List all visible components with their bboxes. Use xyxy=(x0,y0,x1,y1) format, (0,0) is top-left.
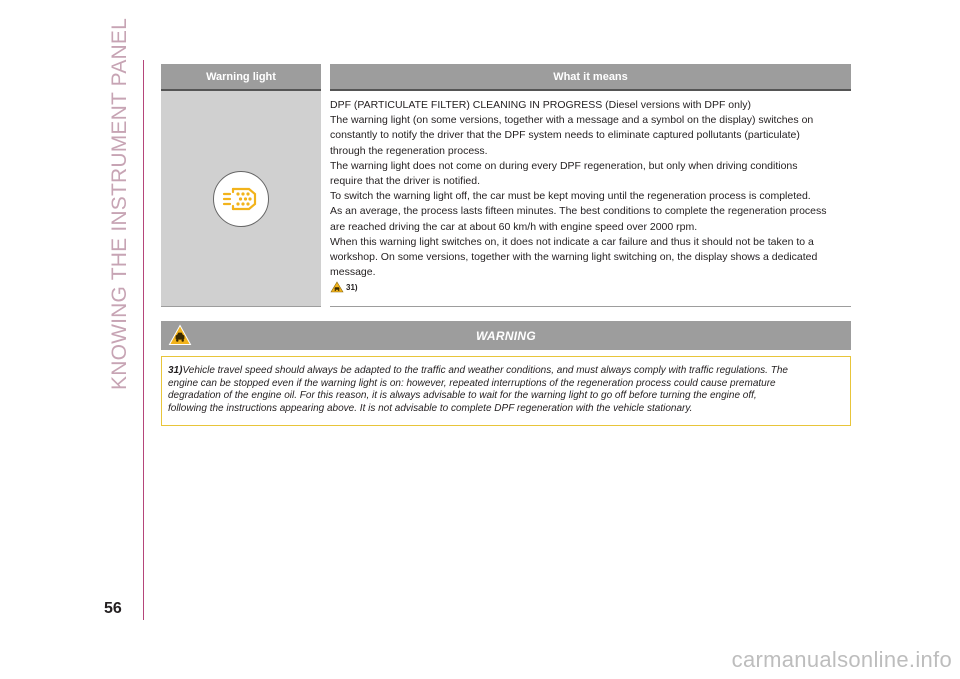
page-number: 56 xyxy=(104,600,122,617)
section-side-title: KNOWING THE INSTRUMENT PANEL xyxy=(108,18,131,390)
warning-line-text: Vehicle travel speed should always be adapted to the traffic and weather conditions, and must always comply with traffic regulations. The xyxy=(182,365,788,376)
table-row xyxy=(161,90,851,307)
header-warning-light: Warning light xyxy=(161,64,326,90)
table-header-row xyxy=(161,64,851,90)
description-line: When this warning light switches on, it does not indicate a car failure and thus it should not be taken to a xyxy=(330,235,814,248)
description-cell xyxy=(326,90,852,307)
description-line: DPF (PARTICULATE FILTER) CLEANING IN PROGRESS (Diesel versions with DPF only) xyxy=(330,99,752,111)
warning-text-box xyxy=(161,356,851,426)
description-line: are reached driving the car at about 60 km/h with engine speed over 2000 rpm. xyxy=(330,220,698,233)
description-line: constantly to notify the driver that the DPF system needs to eliminate captured pollutants (particulate) xyxy=(330,129,800,142)
warning-line: following the instructions appearing above. It is not advisable to complete DPF regeneration with the vehicle stationary. xyxy=(168,402,693,414)
warning-reference xyxy=(330,281,358,293)
warning-triangle-icon xyxy=(330,281,344,293)
description-line: message. xyxy=(330,266,376,279)
description-line: through the regeneration process. xyxy=(330,144,488,157)
warning-line: degradation of the engine oil. For this reason, it is always advisable to wait for the warning light to go off before turning the engine off, xyxy=(168,390,757,402)
description-line: The warning light does not come on during every DPF regeneration, but only when driving conditions xyxy=(330,159,798,172)
header-what-it-means: What it means xyxy=(326,64,852,90)
description-line: require that the driver is notified. xyxy=(330,175,480,188)
watermark: carmanualsonline.info xyxy=(731,647,952,672)
warning-line xyxy=(168,365,844,378)
dpf-symbol xyxy=(221,184,261,214)
warning-line: engine can be stopped even if the warning light is on: however, repeated interruptions of the regeneration process could cause premature xyxy=(168,377,776,389)
description-line: workshop. On some versions, together with the warning light switching on, the display shows a dedicated xyxy=(330,251,818,264)
description-line: As an average, the process lasts fifteen minutes. The best conditions to complete the regeneration process xyxy=(330,205,827,218)
side-divider xyxy=(143,60,144,620)
dpf-warning-icon xyxy=(213,171,269,227)
description-line: The warning light (on some versions, together with a message and a symbol on the display) switches on xyxy=(330,114,814,127)
warning-title: WARNING xyxy=(475,329,537,343)
warning-light-table xyxy=(161,64,851,307)
reference-number: 31) xyxy=(346,282,358,292)
warning-light-cell xyxy=(161,90,326,307)
warning-number: 31) xyxy=(168,365,183,376)
warning-header xyxy=(161,321,851,350)
description-line: To switch the warning light off, the car must be kept moving until the regeneration process is completed. xyxy=(330,190,811,203)
